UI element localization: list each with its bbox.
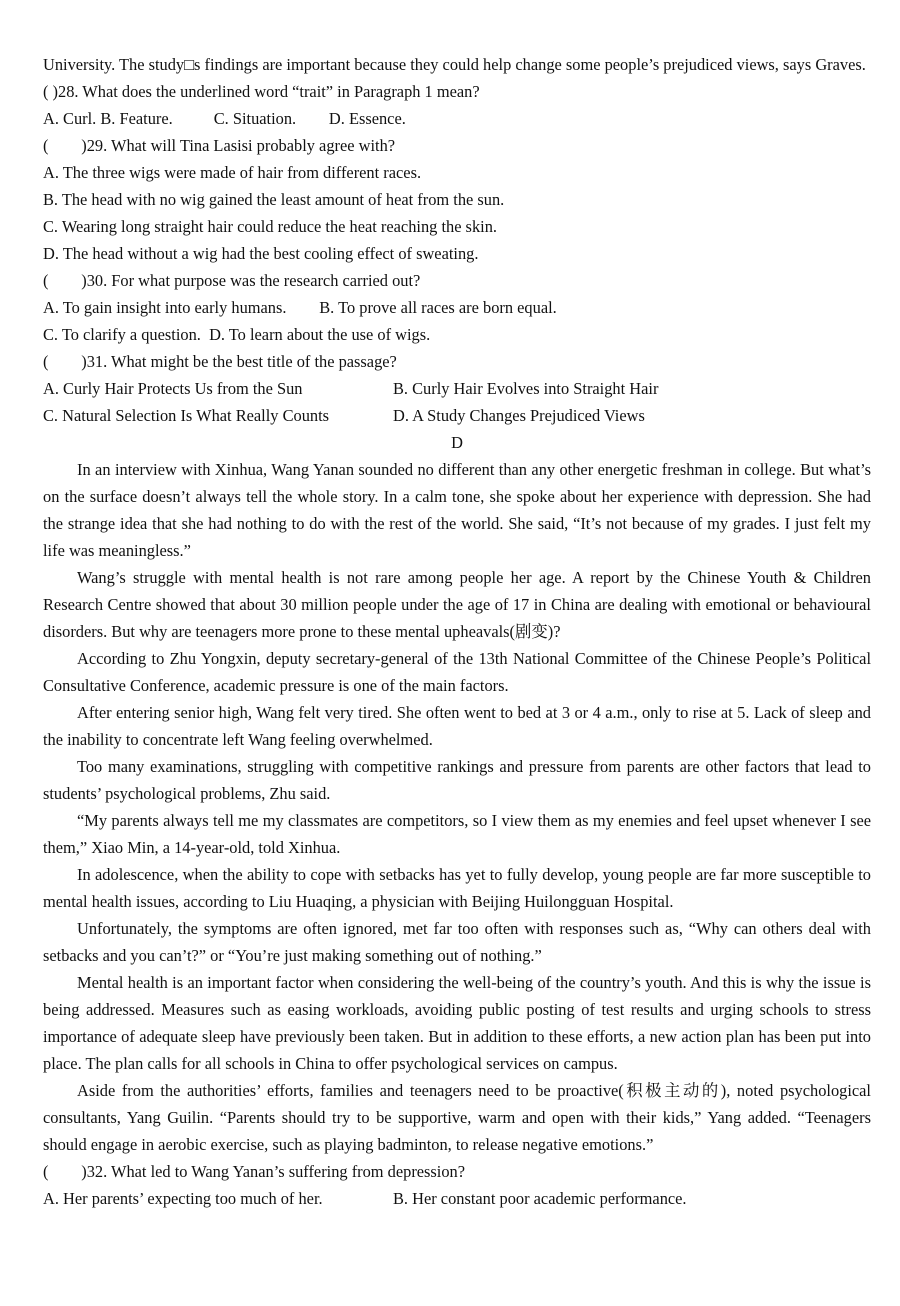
question-31-option-d: D. A Study Changes Prejudiced Views [393, 406, 645, 425]
document-page [43, 51, 871, 1212]
question-30-options-ab: A. To gain insight into early humans. B. To prove all races are born equal. [43, 298, 557, 317]
section-d-heading: D [451, 433, 463, 452]
question-31-options-row-2 [43, 402, 871, 429]
passage-c-ending: University. The study□s findings are important because they could help change some people’s prejudiced views, says Graves. [43, 55, 866, 74]
question-28-stem: ( )28. What does the underlined word “trait” in Paragraph 1 mean? [43, 82, 480, 101]
question-32-stem: ( )32. What led to Wang Yanan’s suffering from depression? [43, 1162, 466, 1181]
passage-d-paragraph: “My parents always tell me my classmates are competitors, so I view them as my enemies and feel upset whenever I see them,” Xiao Min, a 14-year-old, told Xinhua. [43, 811, 871, 857]
question-29-option-c: C. Wearing long straight hair could reduce the heat reaching the skin. [43, 217, 497, 236]
question-32-option-b: B. Her constant poor academic performance. [393, 1189, 687, 1208]
question-31-option-c: C. Natural Selection Is What Really Counts [43, 406, 330, 425]
question-32-option-a: A. Her parents’ expecting too much of her. [43, 1189, 323, 1208]
question-31-stem: ( )31. What might be the best title of the passage? [43, 352, 397, 371]
passage-d-paragraph: Mental health is an important factor when considering the well-being of the country’s youth. And this is why the issue is being addressed. Measures such as easing workloads, avoiding public posting of test results and urging schools to stress importance of adequate sleep have previously been taken. But in addition to these efforts, a new action plan has been put into place. The plan calls for all schools in China to offer psychological services on campus. [43, 973, 871, 1073]
question-29-option-a: A. The three wigs were made of hair from different races. [43, 163, 422, 182]
question-30-stem: ( )30. For what purpose was the research carried out? [43, 271, 421, 290]
passage-d-paragraph: In adolescence, when the ability to cope with setbacks has yet to fully develop, young people are far more susceptible to mental health issues, according to Liu Huaqing, a physician with Beijing Huilongguan Hospital. [43, 865, 871, 911]
question-29-option-b: B. The head with no wig gained the least amount of heat from the sun. [43, 190, 505, 209]
question-29-option-d: D. The head without a wig had the best cooling effect of sweating. [43, 244, 479, 263]
passage-d-paragraph: Too many examinations, struggling with competitive rankings and pressure from parents are other factors that lead to students’ psychological problems, Zhu said. [43, 757, 871, 803]
passage-d-paragraph: Wang’s struggle with mental health is not rare among people her age. A report by the Chinese Youth & Children Research Centre showed that about 30 million people under the age of 17 in China are dealing with emotional or behavioural disorders. But why are teenagers more prone to these mental upheavals(剧变)? [43, 568, 871, 641]
passage-d-paragraph: In an interview with Xinhua, Wang Yanan sounded no different than any other energetic freshman in college. But what’s on the surface doesn’t always tell the whole story. In a calm tone, she spoke about her experience with depression. She had the strange idea that she had nothing to do with the rest of the world. She said, “It’s not because of my grades. I just felt my life was meaningless.” [43, 460, 871, 560]
question-29-stem: ( )29. What will Tina Lasisi probably agree with? [43, 136, 396, 155]
question-31-options-row-1 [43, 375, 871, 402]
question-32-options-row-1 [43, 1185, 871, 1212]
question-31-option-b: B. Curly Hair Evolves into Straight Hair [393, 379, 659, 398]
passage-d-paragraph: Aside from the authorities’ efforts, families and teenagers need to be proactive(积极主动的), noted psychological consultants, Yang Guilin. “Parents should try to be supportive, warm and open with their kids,” Yang added. “Teenagers should engage in aerobic exercise, such as playing badminton, to release negative emotions.” [43, 1081, 871, 1154]
question-28-options: A. Curl. B. Feature. C. Situation. D. Essence. [43, 109, 406, 128]
question-31-option-a: A. Curly Hair Protects Us from the Sun [43, 379, 303, 398]
question-30-options-cd: C. To clarify a question. D. To learn about the use of wigs. [43, 325, 431, 344]
passage-d-paragraph: Unfortunately, the symptoms are often ignored, met far too often with responses such as, “Why can others deal with setbacks and you can’t?” or “You’re just making something out of nothing.” [43, 919, 871, 965]
passage-d-paragraph: According to Zhu Yongxin, deputy secretary-general of the 13th National Committee of the Chinese People’s Political Consultative Conference, academic pressure is one of the main factors. [43, 649, 871, 695]
passage-d-paragraph: After entering senior high, Wang felt very tired. She often went to bed at 3 or 4 a.m., only to rise at 5. Lack of sleep and the inability to concentrate left Wang feeling overwhelmed. [43, 703, 871, 749]
